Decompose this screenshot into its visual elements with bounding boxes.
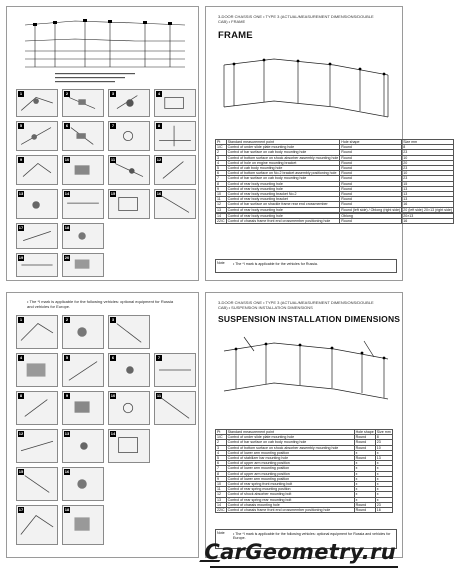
- cell-size: 8: [375, 435, 392, 440]
- cell-name: Control of bar surface on cab body mounting hole: [226, 150, 340, 155]
- frame-top-view-diagram: [15, 11, 195, 89]
- cell-point: 7: [216, 466, 227, 471]
- cell-point: 13: [216, 207, 227, 212]
- section-title: SUSPENSION INSTALLATION DIMENSIONS: [218, 314, 401, 324]
- cell-hole-shape: Oblong: [340, 213, 402, 218]
- frame-spec-table: [215, 139, 454, 224]
- photo-cell: 13: [16, 189, 58, 219]
- photo-cell: 12: [16, 429, 58, 463]
- photo-cell: 17: [16, 505, 58, 545]
- photo-cell: 10: [62, 155, 104, 185]
- cell-hole-shape: Round: [340, 181, 402, 186]
- cell-hole-shape: x: [354, 482, 375, 487]
- cell-name: Control of lower arm mounting position: [226, 476, 354, 481]
- cell-size: x: [375, 487, 392, 492]
- cell-point: 6: [216, 171, 227, 176]
- cell-size: x: [375, 497, 392, 502]
- suspension-spec-table: [215, 429, 393, 513]
- cell-name: Control of rear spring front mounting bolt: [226, 482, 354, 487]
- photo-cell: 8: [16, 391, 58, 425]
- cell-hole-shape: Round: [340, 171, 402, 176]
- photo-cell: 7: [108, 121, 150, 151]
- photo-cell: 18: [62, 505, 104, 545]
- manual-page-frame-table: [205, 6, 453, 281]
- cell-point: 12: [216, 492, 227, 497]
- photo-cell: 6: [108, 353, 150, 387]
- cell-name: Control of rear body mounting bracket: [226, 197, 340, 202]
- cell-hole-shape: Round: [354, 440, 375, 445]
- cell-size: x: [375, 492, 392, 497]
- cell-size: 10: [375, 445, 392, 450]
- photo-cell: 2: [62, 315, 104, 349]
- cell-hole-shape: Round: [340, 166, 402, 171]
- cell-hole-shape: Round: [340, 145, 402, 150]
- header-hole: Hole shape: [355, 430, 374, 434]
- cell-point: 10: [216, 192, 227, 197]
- cell-name: Control of bottom surface on No.2 bracket assembly positioning hole: [226, 171, 340, 176]
- cell-point: 22/C: [217, 219, 225, 224]
- cell-point: 11: [216, 197, 227, 202]
- cell-hole-shape: Round: [340, 192, 402, 197]
- cell-hole-shape: x: [354, 497, 375, 502]
- photo-cell: 5: [16, 121, 58, 151]
- photo-cell: 17: [16, 223, 58, 249]
- cell-hole-shape: Round: [340, 197, 402, 202]
- cell-name: Control of lower arm mounting position: [226, 450, 354, 455]
- cell-size: x: [375, 466, 392, 471]
- cell-name: Control of hole on engine mounting bracket: [226, 160, 340, 165]
- cell-size: 10: [402, 171, 454, 176]
- cell-hole-shape: Round: [340, 202, 402, 207]
- cell-size: 23: [375, 440, 392, 445]
- cell-hole-shape: Round: [340, 219, 402, 224]
- cell-name: Control of stabilizer bar mounting hole: [226, 456, 354, 461]
- note-text: • The *I mark is applicable for the following vehicles: optional equipment for Russia and vehicles for Europe.: [233, 532, 391, 541]
- cell-name: Control of bottom surface on shock absorber assembly mounting hole: [227, 155, 339, 160]
- cell-hole-shape: x: [354, 492, 375, 497]
- cell-size: 16: [375, 508, 392, 513]
- cell-size: 13: [402, 186, 454, 191]
- cell-hole-shape: Round: [340, 176, 402, 181]
- cell-point: 7: [216, 176, 227, 181]
- cell-hole-shape: x: [354, 476, 375, 481]
- note-box: [215, 259, 397, 273]
- photo-cell: 16: [62, 467, 104, 501]
- page-note: • The *I mark is applicable for the following vehicles: optional equipment for Russia and vehicles for Europe.: [27, 299, 174, 309]
- cell-hole-shape: Round: [340, 160, 402, 165]
- cell-point: 1/C: [216, 145, 227, 150]
- table-row: [216, 445, 393, 450]
- photo-cell: 4: [154, 89, 196, 117]
- page-header: 3-DOOR CHASSIS ONE • TYPE 3 (ACTUAL/MEASUREMENT DIMENSIONS/DOUBLE CAB) • SUSPENSION INSTALLATION DIMENSIONS: [218, 300, 374, 310]
- cell-point: 10: [216, 482, 227, 487]
- cell-name: Control of bar surface on cab body mounting hole: [226, 176, 340, 181]
- cell-size: 23: [402, 176, 454, 181]
- cell-size: x: [375, 482, 392, 487]
- cell-size: x: [375, 476, 392, 481]
- photo-cell: 16: [154, 189, 196, 219]
- cell-point: 5: [216, 456, 227, 461]
- cell-name: Control of lower arm mounting position: [226, 466, 354, 471]
- manual-page-suspension-photos: [6, 292, 199, 558]
- cell-point: 9: [216, 186, 227, 191]
- photo-cell: 3: [108, 315, 150, 349]
- section-title: FRAME: [218, 30, 253, 41]
- cell-size: 23: [402, 150, 454, 155]
- header-size: Size mm: [402, 140, 454, 145]
- cell-name: Control of rear body mounting hole: [226, 186, 340, 191]
- measurement-point-photo-grid: [16, 89, 196, 279]
- cell-point: 8: [216, 181, 227, 186]
- suspension-3d-diagram: [214, 327, 398, 419]
- photo-cell: 13: [62, 429, 104, 463]
- table-row: [216, 508, 393, 513]
- cell-name: Control of upper arm mounting position: [226, 461, 354, 466]
- photo-cell: 2: [62, 89, 104, 117]
- photo-cell: 12: [154, 155, 196, 185]
- cell-hole-shape: Round: [354, 508, 375, 513]
- cell-size: 16: [402, 219, 454, 224]
- cell-point: 6: [216, 461, 227, 466]
- photo-cell: 19: [16, 253, 58, 277]
- photo-cell: 7: [154, 353, 196, 387]
- cell-hole-shape: x: [354, 466, 375, 471]
- cell-size: x: [375, 461, 392, 466]
- cell-hole-shape: x: [354, 450, 375, 455]
- cell-name: Control of rear body mounting hole: [226, 181, 340, 186]
- cell-name: Control of upper arm mounting position: [226, 471, 354, 476]
- cell-name: Control of shock absorber mounting bolt: [226, 492, 354, 497]
- photo-cell: 15: [108, 189, 150, 219]
- cell-hole-shape: Round: [354, 456, 375, 461]
- cell-name: Control of cab body mounting hole: [226, 166, 340, 171]
- cell-point: 9: [216, 476, 227, 481]
- cell-hole-shape: x: [354, 461, 375, 466]
- logo-text: CarGeometry.ru: [204, 540, 396, 564]
- photo-cell: 14: [62, 189, 104, 219]
- cell-size: 15: [402, 181, 454, 186]
- photo-cell: 1: [16, 315, 58, 349]
- cell-hole-shape: Round: [340, 150, 402, 155]
- cell-point: 2: [216, 440, 227, 445]
- photo-cell: 14: [108, 429, 150, 463]
- cell-point: 13: [216, 497, 227, 502]
- header-size: Size mm: [376, 430, 391, 434]
- cell-point: 8: [216, 471, 227, 476]
- cargeometry-logo: [192, 540, 404, 570]
- cell-point: 14: [216, 213, 227, 218]
- cell-hole-shape: x: [354, 471, 375, 476]
- cell-name: Control of rear spring rear mounting bolt: [226, 497, 354, 502]
- photo-cell: 5: [62, 353, 104, 387]
- cell-size: 23: [375, 502, 392, 507]
- cell-point: 14: [216, 502, 227, 507]
- header-hole: Hole shape: [340, 140, 402, 145]
- photo-cell: 10: [108, 391, 150, 425]
- cell-hole-shape: Round: [340, 155, 402, 160]
- cell-name: Control of rear body mounting hole: [226, 213, 340, 218]
- cell-point: 5: [216, 166, 227, 171]
- cell-name: Control of rear body mounting bracket No.2: [226, 192, 340, 197]
- cell-size: 8: [402, 145, 454, 150]
- note-text: • The *I mark is applicable for the vehicles for Russia.: [233, 262, 318, 266]
- photo-cell: 18: [62, 223, 104, 249]
- cell-name: Control of bottom surface on shock absorber assembly mounting hole: [226, 445, 354, 450]
- photo-cell: 15: [16, 467, 58, 501]
- cell-name: Control of bar surface on shackle frame rear end crossmember: [226, 202, 340, 207]
- cell-point: 3: [216, 155, 227, 160]
- cell-hole-shape: Round: [354, 435, 375, 440]
- header-name: Standard measurement point: [226, 430, 354, 435]
- photo-cell: 6: [62, 121, 104, 151]
- cell-size: 23: [402, 166, 454, 171]
- cell-hole-shape: x: [354, 487, 375, 492]
- cell-point: 11: [216, 487, 227, 492]
- photo-cell: 3: [108, 89, 150, 117]
- cell-name: Control of bar surface on cab body mounting hole: [226, 440, 354, 445]
- cell-name: Control of under slide plate mounting hole: [226, 145, 340, 150]
- note-label: Note: [217, 261, 225, 265]
- photo-cell: 9: [62, 391, 104, 425]
- cell-hole-shape: Round: [354, 445, 375, 450]
- frame-3d-diagram: [214, 45, 398, 137]
- cell-name: Control of rear body mounting hole: [226, 207, 340, 212]
- cell-size: 10: [402, 155, 454, 160]
- cell-size: x: [375, 450, 392, 455]
- header-name: Standard measurement point: [226, 140, 340, 145]
- cell-point: 2: [216, 150, 227, 155]
- cell-hole-shape: Round: [340, 186, 402, 191]
- cell-size: 20×13: [402, 213, 454, 218]
- cell-size: x: [375, 471, 392, 476]
- photo-cell: 8: [154, 121, 196, 151]
- photo-cell: 4: [16, 353, 58, 387]
- cell-size: 13: [402, 197, 454, 202]
- page-header: 3-DOOR CHASSIS ONE • TYPE 3 (ACTUAL/MEASUREMENT DIMENSIONS/DOUBLE CAB) • FRAME: [218, 14, 374, 24]
- cell-size: 13: [375, 456, 392, 461]
- cell-name: Control of chassis mounting hole: [226, 502, 354, 507]
- cell-name: Control of chassis frame front end crossmember positioning hole: [226, 219, 340, 224]
- photo-cell: 9: [16, 155, 58, 185]
- header-point: Pt: [216, 140, 227, 145]
- cell-size: 20 (left side) 20×13 (right side): [403, 207, 453, 212]
- cell-point: 12: [216, 202, 227, 207]
- photo-cell: 11: [108, 155, 150, 185]
- logo-underline: [210, 566, 398, 568]
- cell-point: 4: [216, 160, 227, 165]
- cell-point: 4: [216, 450, 227, 455]
- header-point: Pt: [216, 430, 227, 435]
- cell-name: Control of under slide plate mounting hole: [226, 435, 354, 440]
- photo-cell: 20: [62, 253, 104, 277]
- cell-hole-shape: Round (left side) / Oblong (right side): [341, 207, 401, 212]
- cell-hole-shape: Round: [354, 502, 375, 507]
- cell-size: 20: [402, 160, 454, 165]
- cell-size: 16: [402, 202, 454, 207]
- photo-cell: 11: [154, 391, 196, 425]
- note-label: Note: [217, 531, 225, 535]
- cell-point: 22/C: [217, 508, 225, 513]
- table-row: [216, 219, 454, 224]
- manual-page-suspension-table: [205, 292, 403, 558]
- measurement-point-photo-grid: [16, 315, 196, 551]
- cell-size: 13: [402, 192, 454, 197]
- manual-page-frame-photos: [6, 6, 199, 281]
- cell-point: 1/C: [216, 435, 227, 440]
- cell-point: 3: [216, 445, 227, 450]
- cell-name: Control of chassis frame front end crossmember positioning hole: [226, 508, 354, 513]
- photo-cell: 1: [16, 89, 58, 117]
- table-row: [216, 440, 393, 445]
- cell-name: Control of rear spring mounting position: [226, 487, 354, 492]
